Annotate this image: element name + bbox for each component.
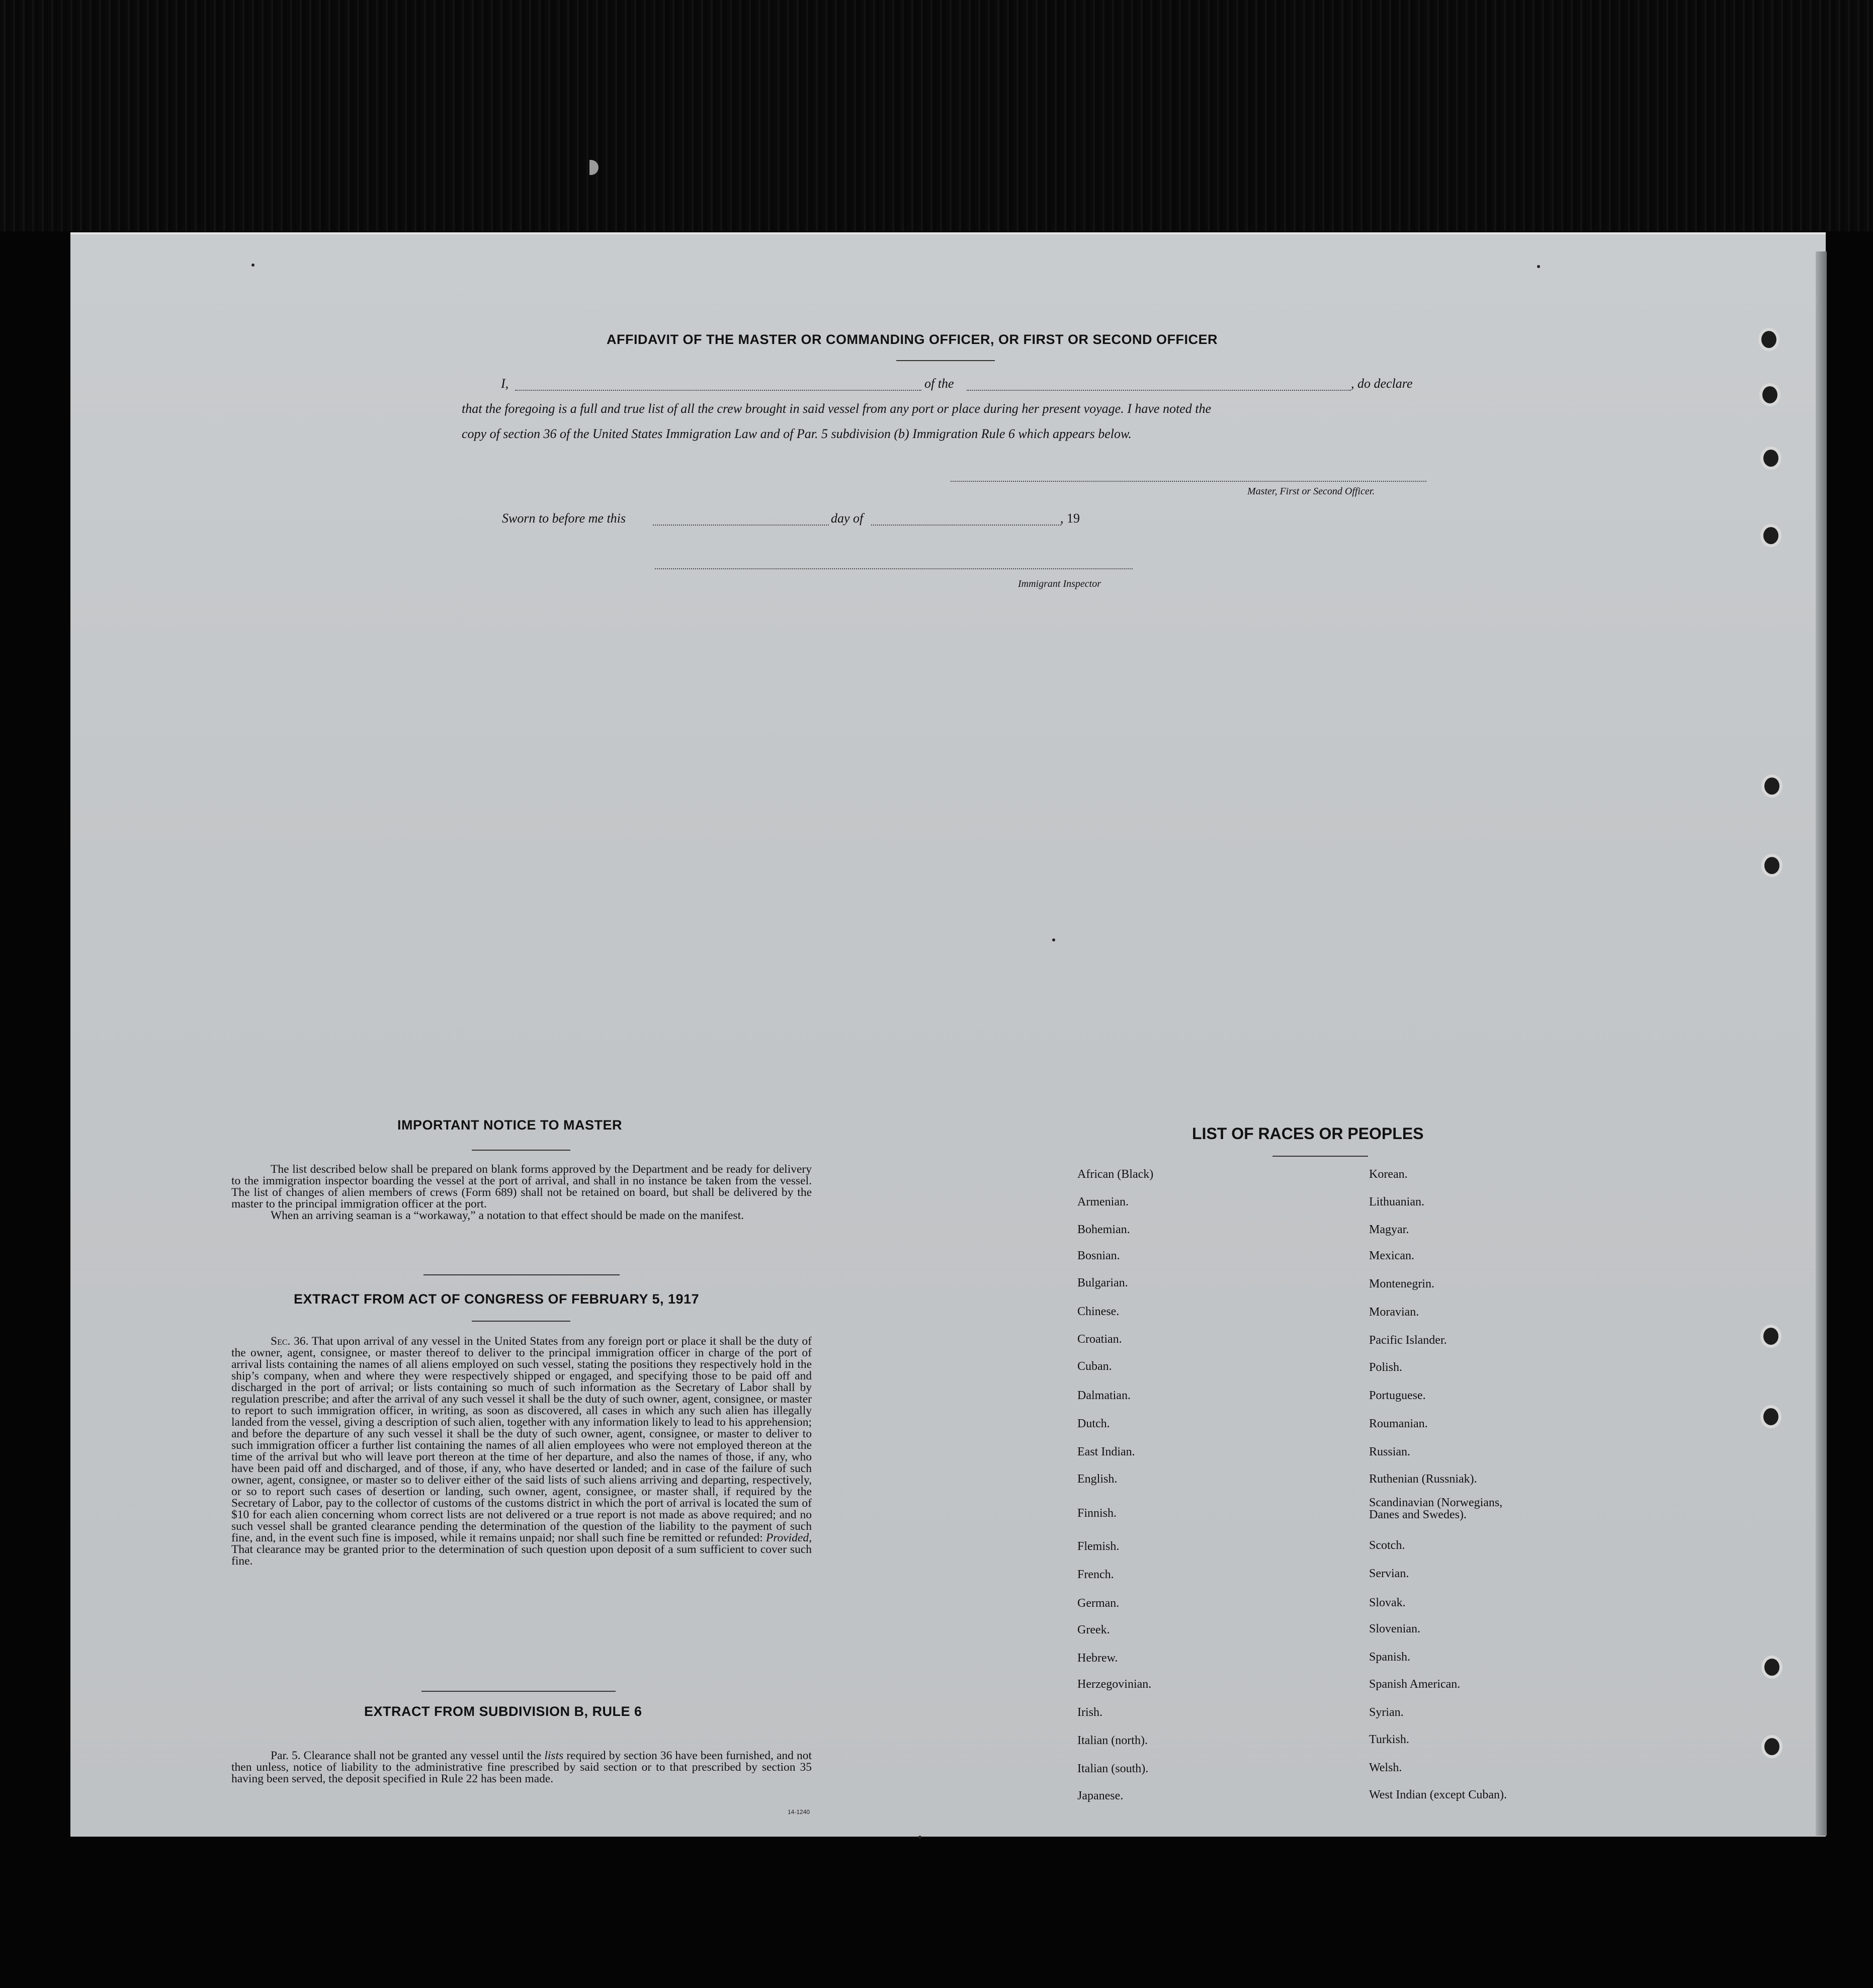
rule-extract-title: EXTRACT FROM SUBDIVISION B, RULE 6: [364, 1704, 642, 1719]
race-item: Montenegrin.: [1369, 1277, 1434, 1290]
paper-speck: [1537, 265, 1540, 268]
paper-speck: [918, 1836, 921, 1839]
race-item: Ruthenian (Russniak).: [1369, 1473, 1477, 1486]
race-item: Portuguese.: [1369, 1389, 1426, 1402]
race-item: Scotch.: [1369, 1539, 1405, 1552]
race-item: Greek.: [1077, 1623, 1110, 1636]
affidavit-line-3: copy of section 36 of the United States Immigration Law and of Par. 5 subdivision (b) Immigration Rule 6 which appears below.: [462, 426, 1132, 441]
inspector-signature-line: [655, 568, 1133, 569]
race-item: Herzegovinian.: [1077, 1678, 1152, 1691]
divider: [472, 1321, 570, 1322]
rule-body-a: Par. 5. Clearance shall not be granted any vessel until the: [271, 1749, 542, 1762]
affidavit-i-label: I,: [501, 376, 509, 391]
sworn-year: , 19: [1060, 511, 1080, 526]
race-item: African (Black): [1077, 1168, 1154, 1181]
provided-term: Provided,: [765, 1531, 812, 1544]
race-item: Spanish.: [1369, 1651, 1411, 1664]
master-signature-label: Master, First or Second Officer.: [1247, 486, 1375, 497]
section-36-tail: That clearance may be granted prior to the determination of such question upon deposit of a sum sufficient to cover such fine.: [231, 1543, 812, 1568]
sworn-day-of: day of: [831, 511, 864, 526]
race-item: Croatian.: [1077, 1333, 1122, 1346]
race-item: Bohemian.: [1077, 1223, 1130, 1236]
race-item: East Indian.: [1077, 1445, 1135, 1458]
race-item: Magyar.: [1369, 1223, 1409, 1236]
race-item: Syrian.: [1369, 1706, 1404, 1719]
punch-hole: [1760, 1405, 1781, 1428]
section-36-body: That upon arrival of any vessel in the United States from any foreign port or place it shall be the duty of the owner, agent, consignee, or master thereof to deliver to the principal immigration officer in charge of the port of arrival lists containing the names of all aliens employed on such vessel, stating the positions they respectively hold in the ship’s company, when and where they were respectively shipped or engaged, and specifying those to be paid off and discharged in the port of arrival; or lists containing so much of such information as the Secretary of Labor shall by regulation prescribe; and after the arrival of any such vessel it shall be the duty of such owner, agent, consignee, or master to report to such immigration officer, in writing, as soon as discovered, all cases in which any such alien has illegally landed from the vessel, giving a description of such alien, together with any information likely to lead to his apprehension; and before the departure of any such vessel it shall be the duty of such owner, agent, consignee, or master to deliver to such immigration officer a further list containing the names of all alien employees who were not employed thereon at the time of the arrival but who will leave port thereon at the time of her departure, and also the names of those, if any, who have been paid off and discharged, and of those, if any, who have deserted or landed; and in case of the failure of such owner, agent, consignee, or master so to deliver either of the said lists of such aliens arriving and departing, respectively, or so to report such cases of desertion or landing, such owner, agent, consignee, or master shall, if required by the Secretary of Labor, pay to the collector of customs of the customs district in which the port of arrival is located the sum of $10 for each alien concerning whom correct lists are not delivered or a true report is not made as above required; and no such vessel shall be granted clearance pending the determination of the question of the liability to the payment of such fine, and, in the event such fine is imposed, while it remains unpaid; nor shall such fine be remitted or refunded:: [231, 1335, 812, 1544]
punch-hole: [1760, 524, 1781, 547]
race-item: Welsh.: [1369, 1761, 1402, 1774]
divider: [1272, 1156, 1368, 1157]
punch-hole: [1761, 854, 1782, 877]
notice-paragraph-2: When an arriving seaman is a “workaway,” a notation to that effect should be made on the manifest.: [271, 1209, 744, 1222]
rule-extract-text: [231, 1750, 812, 1785]
divider: [472, 1150, 570, 1151]
race-item: German.: [1077, 1597, 1120, 1610]
notice-text: [231, 1164, 812, 1222]
master-signature-line: [951, 481, 1426, 482]
race-item: Mexican.: [1369, 1249, 1414, 1262]
sworn-prefix: Sworn to before me this: [502, 511, 626, 526]
inspector-label: Immigrant Inspector: [1018, 578, 1101, 589]
race-item: Italian (south).: [1077, 1762, 1149, 1775]
race-item: Dalmatian.: [1077, 1389, 1131, 1402]
affidavit-title: AFFIDAVIT OF THE MASTER OR COMMANDING OFFICER, OR FIRST OR SECOND OFFICER: [607, 332, 1218, 347]
race-item: Polish.: [1369, 1361, 1403, 1374]
race-item: Roumanian.: [1369, 1417, 1428, 1430]
section-label: Sec. 36.: [271, 1335, 309, 1348]
affidavit-of-the: of the: [924, 376, 954, 391]
race-item: Slovak.: [1369, 1596, 1406, 1609]
notice-paragraph-1: The list described below shall be prepared on blank forms approved by the Department and be ready for delivery to the immigration inspector boarding the vessel at the port of arrival, and shall in no instance be taken from the vessel. The list of changes of alien members of crews (Form 689) shall not be retained on board, but shall be delivered by the master to the principal immigration officer at the port.: [231, 1163, 812, 1211]
day-blank: [653, 525, 829, 526]
paper-speck: [251, 264, 254, 267]
race-item: Bulgarian.: [1077, 1276, 1128, 1289]
race-item: Bosnian.: [1077, 1249, 1120, 1262]
race-item: Japanese.: [1077, 1789, 1124, 1802]
race-item: Russian.: [1369, 1445, 1411, 1458]
race-item: Moravian.: [1369, 1306, 1419, 1319]
race-item: Slovenian.: [1369, 1622, 1420, 1635]
race-item: Hebrew.: [1077, 1652, 1118, 1665]
race-item: English.: [1077, 1473, 1118, 1486]
punch-hole: [1761, 774, 1782, 798]
manifest-sheet: [70, 232, 1826, 1837]
race-item: West Indian (except Cuban).: [1369, 1788, 1507, 1801]
races-title: LIST OF RACES OR PEOPLES: [1192, 1125, 1424, 1143]
affidavit-declare: , do declare: [1351, 376, 1413, 391]
sheet-edge: [1816, 251, 1827, 1836]
race-item: Scandinavian (Norwegians, Danes and Swedes).: [1369, 1496, 1503, 1521]
act-extract-text: [231, 1336, 812, 1567]
punch-hole: [1761, 1735, 1782, 1758]
punch-hole: [1758, 328, 1779, 351]
race-item: Dutch.: [1077, 1417, 1110, 1430]
punch-hole: [1761, 1656, 1782, 1679]
race-item: Lithuanian.: [1369, 1195, 1424, 1208]
month-blank: [871, 525, 1061, 526]
divider: [423, 1274, 620, 1275]
act-extract-title: EXTRACT FROM ACT OF CONGRESS OF FEBRUARY 5, 1917: [294, 1291, 700, 1307]
race-item: Irish.: [1077, 1706, 1102, 1719]
divider: [421, 1691, 616, 1692]
divider: [896, 360, 995, 361]
race-item: Turkish.: [1369, 1733, 1409, 1746]
race-item: Servian.: [1369, 1567, 1409, 1580]
race-item: Chinese.: [1077, 1305, 1120, 1318]
race-item: Pacific Islander.: [1369, 1334, 1447, 1347]
punch-hole: [1759, 383, 1780, 406]
paper-speck: [1052, 938, 1055, 941]
race-item: Cuban.: [1077, 1360, 1112, 1373]
race-item: Spanish American.: [1369, 1678, 1461, 1691]
notice-title: IMPORTANT NOTICE TO MASTER: [397, 1117, 622, 1133]
race-item: Italian (north).: [1077, 1734, 1148, 1747]
race-item: Flemish.: [1077, 1540, 1120, 1553]
punch-hole: [1760, 1325, 1781, 1348]
race-item: Korean.: [1369, 1168, 1408, 1181]
vessel-blank: [967, 390, 1351, 391]
affidavit-line-2: that the foregoing is a full and true list of all the crew brought in said vessel from any port or place during her present voyage. I have noted the: [462, 401, 1211, 416]
punch-hole: [1760, 447, 1781, 470]
film-border: [0, 0, 1873, 231]
form-number: 14-1240: [788, 1808, 810, 1816]
race-item: Finnish.: [1077, 1507, 1117, 1520]
lists-term: lists: [544, 1749, 564, 1762]
name-blank: [515, 390, 921, 391]
race-item: Armenian.: [1077, 1195, 1129, 1208]
race-item: French.: [1077, 1568, 1114, 1581]
rule-body-b: required by section 36 have been furnished, and not then unless, notice of liability to the administrative fine prescribed by said section or to that prescribed by section 35 having been served, the deposit specified in Rule 22 has been made.: [231, 1749, 812, 1785]
